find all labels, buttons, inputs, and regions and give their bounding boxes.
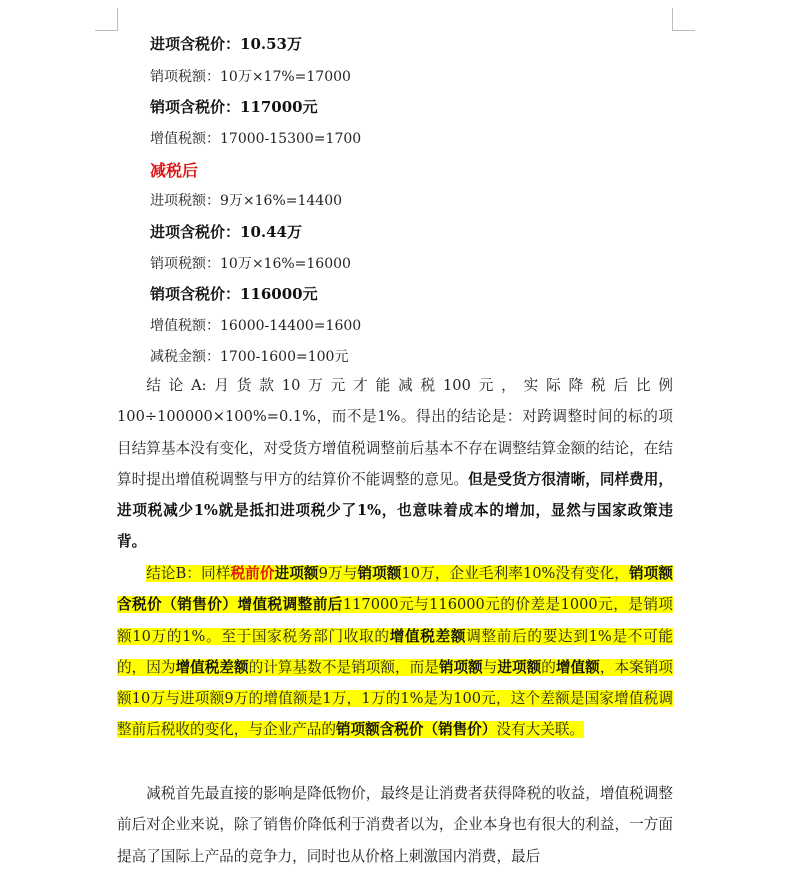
line-vat-after: 增值税额：16000-14400=1600: [150, 318, 362, 334]
line-jx-tax-after: 进项税额：9万×16%=14400: [150, 193, 343, 209]
heading-after-tax-cut: 减税后: [150, 161, 199, 180]
final-paragraph: 减税首先最直接的影响是降低物价，最终是让消费者获得降税的收益，增值税调整前后对企业来说，除了销售价降低利于消费者以为，企业本身也有很大的利益，一方面提高了国际上产品的竞争力，同时也从价格上刺激国内消费，最后: [117, 785, 673, 865]
cb-bold-output: 销项额: [357, 565, 402, 582]
cb-bold-sales-price-2: 销项额含税价（销售价）: [335, 721, 497, 739]
line-xx-price-before: 销项含税价：117000元: [150, 98, 318, 116]
line-tax-cut: 减税金额：1700-1600=100元: [150, 349, 349, 365]
cb-text-6: 的计算基数不是销项额，而是: [248, 658, 439, 676]
line-vat-before: 增值税额：17000-15300=1700: [150, 131, 362, 147]
cb-bold-output-2: 销项额: [438, 658, 483, 676]
cb-bold-added-value: 增值额: [555, 658, 600, 676]
cb-text-5: 调整前后的要达到1%是不可能的，因为: [117, 627, 673, 676]
cb-bold-input-2: 进项额: [497, 658, 542, 676]
cb-text-7: 与: [482, 658, 498, 676]
page-corner-top-left: [95, 8, 118, 31]
line-xx-tax-before: 销项税额：10万×17%=17000: [150, 69, 351, 85]
line-xx-price-after: 销项含税价：116000元: [150, 285, 318, 303]
cb-bold-vat-diff-1: 增值税差额: [389, 627, 467, 645]
cb-text-9: ，本案销项额10万与进项额9万的增值额是1万，1万的1%是为100元，这个差额是国家增值税调整前后税收的变化，与企业产品的: [117, 658, 673, 739]
cb-red-pretax: 税前价: [230, 565, 275, 582]
cb-text-10: 没有大关联。: [496, 721, 585, 739]
cb-bold-input: 进项额: [274, 565, 319, 582]
conclusion-b-paragraph: [117, 558, 673, 746]
line-jx-price-after: 进项含税价：10.44万: [150, 223, 302, 241]
cb-text-8: 的: [541, 658, 556, 676]
cb-bold-sales-price: 销项额含税价（销售价）增值税调整前后: [117, 565, 673, 614]
cb-text-2: 9万与: [318, 565, 358, 582]
conclusion-b-highlight: [117, 565, 673, 738]
cb-text-4: 117000元与116000元的价差是1000元，是销项额10万的1%。至于国家税务部门收取的: [117, 596, 673, 645]
conclusion-a-paragraph: [117, 370, 673, 558]
conclusion-a-bold: 但是受货方很清晰，同样费用，进项税减少1%就是抵扣进项税少了1%，也意味着成本的增加，显然与国家政策违背。: [117, 470, 673, 551]
page-corner-top-right: [672, 8, 695, 31]
cb-text-3: 10万，企业毛利率10%没有变化，: [401, 565, 629, 582]
conclusion-a-text: 结论A:月货款10万元才能减税100元，实际降税后比例100÷100000×100%=0.1%，而不是1%。得出的结论是：对跨调整时间的标的项目结算基本没有变化，对受货方增值税调整前后基本不存在调整结算金额的结论，在结算时提出增值税调整与甲方的结算价不能调整的意见。: [117, 377, 673, 488]
cb-bold-vat-diff-2: 增值税差额: [175, 658, 249, 676]
line-xx-tax-after: 销项税额：10万×16%=16000: [150, 256, 351, 272]
line-jx-price-before: 进项含税价：10.53万: [150, 35, 302, 53]
cb-text-1: 结论B：同样: [146, 565, 231, 582]
